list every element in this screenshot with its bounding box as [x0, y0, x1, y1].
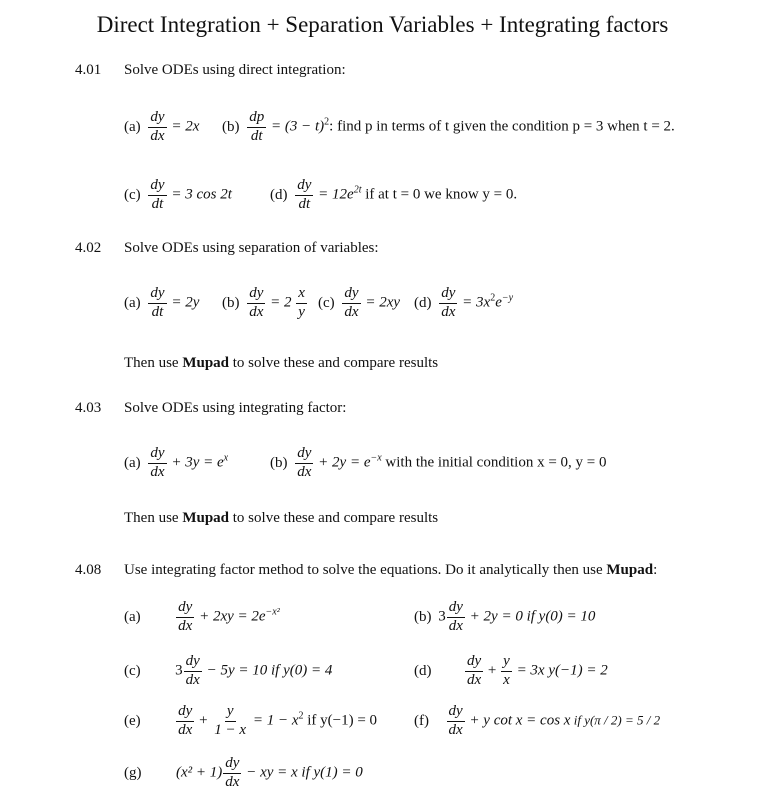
equation-4-01-b: (b) $\frac{dp}{dt}$ = $(3 - t)^2$: find p in terms of t given the condition p = 3 when t = 2. — [222, 109, 675, 144]
equation-4-02-d: (d) $\frac{dy}{dx}$ = $3x^2e^{-y}$ — [414, 285, 514, 320]
equation-4-08-e: (e) $\frac{dy}{dx}$ + $\frac{y}{1 - x}$ = $1 - x^2$ if y(−1) = 0 — [124, 703, 378, 738]
question-number: 4.03 — [75, 400, 102, 416]
equation-4-01-c: (c) $\frac{dy}{dt}$ = 3 cos 2t — [124, 177, 232, 212]
equation-4-08-b: (b) 3 $\frac{dy}{dx}$ + 2y = 0 if y(0) = 10 — [414, 599, 596, 634]
question-number: 4.02 — [75, 240, 102, 256]
mupad-note: Then use Mupad to solve these and compare results — [124, 510, 439, 526]
question-number: 4.01 — [75, 62, 102, 78]
question-number: 4.08 — [75, 562, 102, 578]
equation-4-02-a: (a) $\frac{dy}{dt}$ = 2y — [124, 285, 200, 320]
page-title: Direct Integration + Separation Variables + Integrating factors — [96, 12, 669, 37]
equation-4-08-f: (f) $\frac{dy}{dx}$ + y cot x = cos x if y(π / 2) = 5 / 2 — [414, 703, 661, 738]
equation-4-08-d: (d) $\frac{dy}{dx}$ + $\frac{y}{x}$ = 3x y(−1) = 2 — [414, 653, 608, 688]
equation-4-03-a: (a) $\frac{dy}{dx}$ + $3y = e^x$ — [124, 445, 229, 480]
equation-4-02-c: (c) $\frac{dy}{dx}$ = 2xy — [318, 285, 401, 320]
equation-4-01-a: (a) $\frac{dy}{dx}$ = 2x — [124, 109, 200, 144]
question-text: Solve ODEs using integrating factor: — [124, 400, 347, 416]
equation-4-08-c: (c) 3 $\frac{dy}{dx}$ − 5y = 10 if y(0) = 4 — [124, 653, 333, 688]
question-text: Solve ODEs using direct integration: — [124, 62, 346, 78]
equation-4-02-b: (b) $\frac{dy}{dx}$ = 2 $\frac{x}{y}$ — [222, 285, 305, 320]
equation-4-01-d: (d) $\frac{dy}{dt}$ = $12e^{2t}$ if at t = 0 we know y = 0. — [270, 177, 518, 212]
question-text: Solve ODEs using separation of variables: — [124, 240, 379, 256]
equation-4-08-a: (a) $\frac{dy}{dx}$ + $2xy = 2e^{-x^2}$ — [124, 599, 280, 634]
mupad-note: Then use Mupad to solve these and compare results — [124, 355, 439, 371]
equation-4-03-b: (b) $\frac{dy}{dx}$ + $2y = e^{-x}$ with the initial condition x = 0, y = 0 — [270, 445, 607, 480]
question-text: Use integrating factor method to solve the equations. Do it analytically then use Mupad: — [124, 562, 658, 578]
equation-4-08-g: (g) (x² + 1) $\frac{dy}{dx}$ − xy = x if y(1) = 0 — [124, 755, 363, 790]
